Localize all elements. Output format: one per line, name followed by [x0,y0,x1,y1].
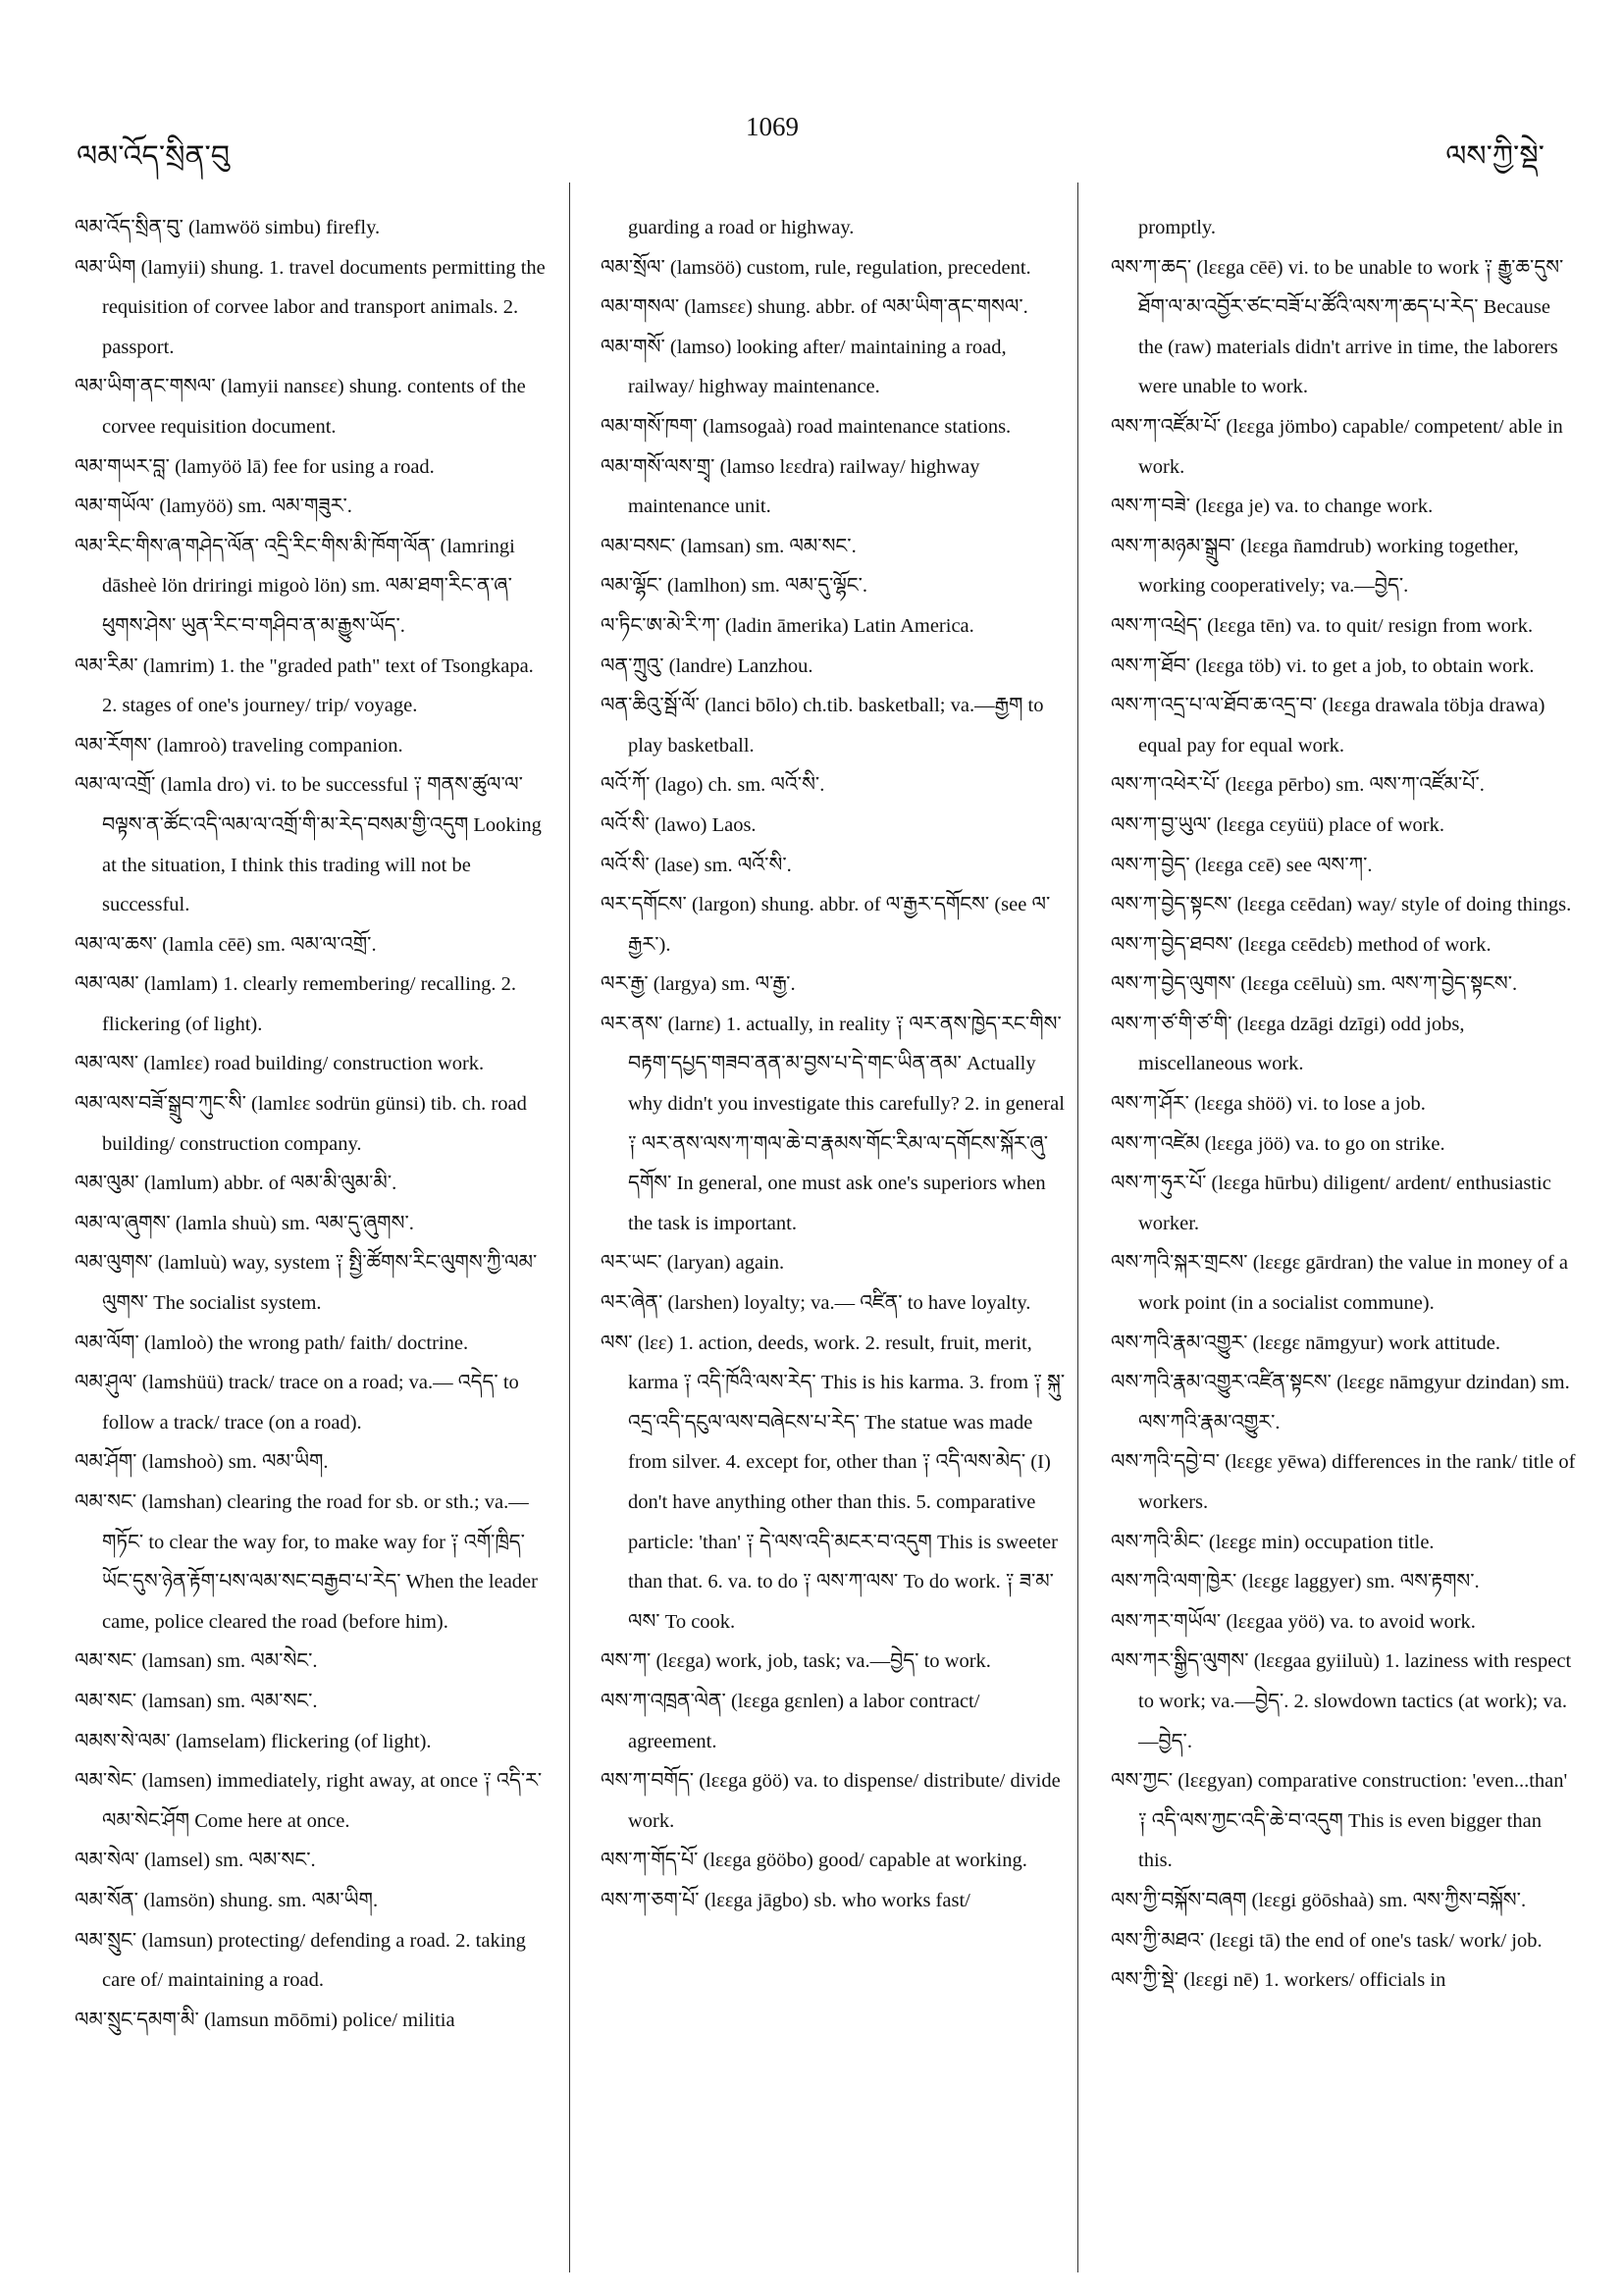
dictionary-entry: ལས་ཀ་འཛེམ (lεεga jöö) va. to go on strike. [1111,1132,1445,1155]
dictionary-entry: ལས་ཀ་མཉམ་སྒྲུབ་ (lεεga ñamdrub) working together, working cooperatively; va.—བྱེད་. [1111,535,1519,598]
dictionary-entry: ལམ་གསོ་ (lamso) looking after/ maintaining a road, railway/ highway maintenance. [601,336,1007,398]
dictionary-entry: ལས་ཀ་བྱ་ཡུལ་ (lεεga cεyüü) place of work. [1111,813,1445,836]
dictionary-entry: ལས་ཀའི་རྣམ་འགྱུར་ (lεεgε nāmgyur) work attitude. [1111,1331,1500,1354]
dictionary-entry: ལས་ཀ་ཐོབ་ (lεεga töb) vi. to get a job, to obtain work. [1111,654,1535,677]
dictionary-entry: ལམ་བསང་ (lamsan) sm. ལམ་སང་. [601,535,857,557]
dictionary-entry: ལམ་འོད་སྲིན་བུ་ (lamwöö simbu) firefly. [75,217,381,238]
dictionary-entry: ལམ་རིམ་ (lamrim) 1. the "graded path" text of Tsongkapa. 2. stages of one's journey/ trip/ voyage. [75,654,534,717]
dictionary-entry: ལམ་སྲུང་དམག་མི་ (lamsun mōōmi) police/ militia [75,2009,455,2031]
dictionary-entry: ལམ་ཡིག (lamyii) shung. 1. travel documents permitting the requisition of corvee labor and transport animals. 2. passport. [75,256,546,358]
dictionary-entry: ལས་ཀའི་མིང་ (lεεgε min) occupation title. [1111,1531,1435,1553]
dictionary-entry: ལམ་ལུམ་ (lamlum) abbr. of ལམ་མི་ལུམ་མི་. [75,1173,397,1195]
dictionary-entry: ལན་ཆིའུ་སྦོ་ལོ་ (lanci bōlo) ch.tib. basketball; va.—རྒྱག to play basketball. [601,695,1044,757]
dictionary-entry: ལན་ཀྲུའུ་ (landre) Lanzhou. [601,654,813,677]
dictionary-entry: ལམ་སྲུང་ (lamsun) protecting/ defending a road. 2. taking care of/ maintaining a road. [75,1929,526,1992]
dictionary-entry: ལའོ་ཀོ་ (lago) ch. sm. ལའོ་སི་. [601,774,825,797]
dictionary-entry: ལམ་ལ་ཆས་ (lamla cēē) sm. ལམ་ལ་འགྲོ་. [75,933,377,956]
dictionary-entry: ལས་ཀ་ཆད་ (lεεga cēē) vi. to be unable to work ༑ རྒྱུ་ཆ་དུས་ཐོག་ལ་མ་འབྱོར་ཙང་བཟོ་པ་ཚོའི་ལས་ཀ་ཆད་པ་རེད་ Because the (raw) materials didn't arrive in time, the laborers were unable to work. [1111,256,1564,398]
dictionary-entry: ལམ་ལ་ཞུགས་ (lamla shuù) sm. ལམ་དུ་ཞུགས་. [75,1212,414,1234]
dictionary-entry: ལམས་སེ་ལམ་ (lamselam) flickering (of light). [75,1730,432,1752]
dictionary-entry: ལས་ཀ་བྱེད་ལུགས་ (lεεga cεēluù) sm. ལས་ཀ་བྱེད་སྟངས་. [1111,973,1518,996]
dictionary-entry: ལམ་ལས་ (lamlεε) road building/ construction work. [75,1053,485,1075]
dictionary-entry: ལས་ཀའི་དབྱེ་བ་ (lεεgε yēwa) differences in the rank/ title of workers. [1111,1451,1576,1513]
dictionary-entry: ལས་ཀ་འཕེར་པོ་ (lεεga pērbo) sm. ལས་ཀ་འཛོམ་པོ་. [1111,774,1485,797]
dictionary-entry: ལམ་རིང་གིས་ཞ་གཤེད་ལོན་ འདྲི་རིང་གིས་མི་ཁོག་ལོན་ (lamringi dāsheè lön driringi migoò lön) sm. ལམ་ཐག་རིང་ན་ཞ་ཕུགས་ཤེས་ ཡུན་རིང་བ་གཤིབ་ན་མ་རྒྱུས་ཡོད་. [75,535,515,637]
dictionary-entry: ལས་ཀ་ཅག་པོ་ (lεεga jāgbo) sb. who works fast/ [601,1889,970,1911]
dictionary-entry: ལམ་ལོག་ (lamloò) the wrong path/ faith/ doctrine. [75,1331,469,1354]
dictionary-entry: ལམ་སང་ (lamsan) sm. ལམ་སང་. [75,1690,318,1712]
dictionary-entry: ལར་ཡང་ (laryan) again. [601,1252,785,1275]
dictionary-entry: ལམ་སྲོལ་ (lamsöö) custom, rule, regulation, precedent. [601,256,1031,279]
dictionary-entry: ལམ་ལམ་ (lamlam) 1. clearly remembering/ recalling. 2. flickering (of light). [75,973,516,1035]
header-right-guide-word: ལས་ཀྱི་སྡེ་ [1445,140,1544,173]
dictionary-entry: ལམ་ཡིག་ནང་གསལ་ (lamyii nansεε) shung. contents of the corvee requisition document. [75,376,526,438]
dictionary-entry: ལས་ཀྱི་སྡེ་ (lεεgi nē) 1. workers/ officials in [1111,1969,1446,1992]
dictionary-entry: ལས་ཀ་གོད་པོ་ (lεεga gööbo) good/ capable at working. [601,1850,1027,1872]
dictionary-entry: ལའོ་སི་ (lawo) Laos. [601,813,757,836]
page-number: 1069 [746,112,799,141]
dictionary-entry: ལམ་གསལ་ (lamsεε) shung. abbr. of ལམ་ཡིག་ནང་གསལ་. [601,296,1028,319]
dictionary-entry: ལམ་ཤུལ་ (lamshüü) track/ trace on a road; va.— འདེད་ to follow a track/ trace (on a road). [75,1372,519,1434]
dictionary-entry: ལས་ཀ་བྱེད་སྟངས་ (lεεga cεēdan) way/ style of doing things. [1111,894,1572,916]
dictionary-entry: ལས་ཀ་འཁྲན་ལེན་ (lεεga gεnlen) a labor contract/ agreement. [601,1690,980,1752]
dictionary-entry: ལས་ཀར་གཡོལ་ (lεεgaa yöö) va. to avoid work. [1111,1610,1476,1633]
dictionary-entry: ལས་ཀ་འདྲ་པ་ལ་ཐོབ་ཆ་འདྲ་བ་ (lεεga drawala töbja drawa) equal pay for equal work. [1111,695,1545,757]
dictionary-entry: ལར་ཞེན་ (larshen) loyalty; va.— འཛིན་ to have loyalty. [601,1292,1031,1315]
dictionary-entry: ལམ་སང་ (lamsan) sm. ལམ་སེང་. [75,1650,318,1673]
entry-continuation: promptly. [1138,217,1216,238]
dictionary-entry: ལམ་གཡར་བླ་ (lamyöö lā) fee for using a road. [75,455,435,478]
dictionary-entry: ལམ་སང་ (lamshan) clearing the road for sb. or sth.; va.—གཏོང་ to clear the way for, to make way for ༑ འགོ་ཁྲིད་ཡོང་དུས་ཉེན་རྟོག་པས་ལམ་སང་བརྒྱབ་པ་རེད་ When the leader came, police cleared the road (before him). [75,1491,538,1633]
dictionary-entry: ལས་ཀ་ཙ་གི་ཙ་གི་ (lεεga dzāgi dzīgi) odd jobs, miscellaneous work. [1111,1013,1465,1075]
dictionary-entry: ལས་ཀ་བཟེ་ (lεεga je) va. to change work. [1111,496,1434,518]
dictionary-entry: ལམ་སོན་ (lamsön) shung. sm. ལམ་ཡིག. [75,1889,379,1911]
dictionary-entry: ལམ་ཤོག་ (lamshoò) sm. ལམ་ཡིག. [75,1451,329,1474]
dictionary-entry: ལའོ་སི་ (lase) sm. ལའོ་སི་. [601,854,792,876]
dictionary-entry: ལས་ཀྱི་བསྐོས་བཞག (lεεgi göōshaà) sm. ལས་ཀྱིས་བསྐོས་. [1111,1889,1527,1911]
dictionary-entry: ལས་ཀ་བགོད་ (lεεga göö) va. to dispense/ distribute/ divide work. [601,1770,1061,1832]
dictionary-entry: ལམ་སེང་ (lamsen) immediately, right away, at once ༑ འདི་ར་ལམ་སེང་ཤོག Come here at once. [75,1770,543,1832]
dictionary-entry: ལས་ཀ་བྱེད་ཐབས་ (lεεga cεēdεb) method of work. [1111,933,1492,956]
dictionary-entry: ལས་ཀ་ཤོར་ (lεεga shöö) vi. to lose a job. [1111,1093,1426,1116]
dictionary-entry: ལས་ཀ་འཕྲེད་ (lεεga tēn) va. to quit/ resign from work. [1111,614,1534,637]
dictionary-entry: ལས་ཀྱི་མཐའ་ (lεεgi tā) the end of one's task/ work/ job. [1111,1929,1543,1952]
dictionary-entry: ལ་ཏིང་ཨ་མེ་རི་ཀ་ (ladin āmerika) Latin America. [601,614,974,637]
dictionary-entry: ལས་ཀའི་རྣམ་འགྱུར་འཛིན་སྟངས་ (lεεgε nāmgyur dzindan) sm. ལས་ཀའི་རྣམ་འགྱུར་. [1111,1372,1570,1434]
column-divider [1077,183,1078,2272]
dictionary-entry: ལས་ཀའི་སྐར་གྲངས་ (lεεgε gārdran) the value in money of a work point (in a socialist commune). [1111,1252,1568,1315]
column-3 [1111,208,1578,2001]
dictionary-entry: ལམ་གཡོལ་ (lamyöö) sm. ལམ་གཟུར་. [75,496,352,518]
column-divider [569,183,570,2272]
entry-continuation: guarding a road or highway. [628,217,855,238]
dictionary-entry: ལས་ཀ་འཛོམ་པོ་ (lεεga jömbo) capable/ competent/ able in work. [1111,415,1563,478]
dictionary-entry: ལས་ཀར་སྒྱིད་ལུགས་ (lεεgaa gyiiluù) 1. laziness with respect to work; va.—བྱེད་. 2. slowdown tactics (at work); va.—བྱེད་. [1111,1650,1572,1752]
dictionary-entry: ལམ་སེལ་ (lamsel) sm. ལམ་སང་. [75,1850,316,1872]
dictionary-entry: ལམ་གསོ་ཁག་ (lamsogaà) road maintenance stations. [601,415,1012,438]
dictionary-entry: ལམ་ལ་འགྲོ་ (lamla dro) vi. to be successful ༑ གནས་ཚུལ་ལ་བལྟས་ན་ཚོང་འདི་ལམ་ལ་འགྲོ་གི་མ་རེད་བསམ་གྱི་འདུག Looking at the situation, I think this trading will not be successful. [75,774,542,916]
dictionary-entry: ལར་རྒྱ་ (largya) sm. ལ་རྒྱ་. [601,973,796,996]
dictionary-entry: ལས་ (lεε) 1. action, deeds, work. 2. result, fruit, merit, karma ༑ འདི་ཁོའི་ལས་རེད་ This is his karma. 3. from ༑ སྐུ་འདྲ་འདི་དངུལ་ལས་བཞེངས་པ་རེད་ The statue was made from silver. 4. except for, other than ༑ འདི་ལས་མེད་ (I) don't have anything other than this. 5. comparative particle: 'than' ༑ དེ་ལས་འདི་མངར་བ་འདུག This is sweeter than that. 6. va. to do ༑ ལས་ཀ་ལས་ To do work. ༑ ཟ་མ་ལས་ To cook. [601,1331,1066,1633]
column-2 [601,208,1070,1921]
dictionary-entry: ལམ་ལུགས་ (lamluù) way, system ༑ སྤྱི་ཚོགས་རིང་ལུགས་ཀྱི་ལམ་ལུགས་ The socialist system. [75,1252,538,1315]
dictionary-entry: ལར་དགོངས་ (largon) shung. abbr. of ལ་རྒྱར་དགོངས་ (see ལ་རྒྱར་). [601,894,1051,956]
dictionary-entry: ལར་ནས་ (larnε) 1. actually, in reality ༑ ལར་ནས་ཁྱེད་རང་གིས་བརྟག་དཔྱད་གཟབ་ནན་མ་བྱས་པ་དེ་གང་ཡིན་ནམ་ Actually why didn't you investigate this carefully? 2. in general ༑ ལར་ནས་ལས་ཀ་གལ་ཆེ་བ་རྣམས་གོང་རིམ་ལ་དགོངས་སྐོར་ཞུ་དགོས་ In general, one must ask one's superiors when the task is important. [601,1013,1065,1234]
dictionary-entry: ལས་ཀ་ (lεεga) work, job, task; va.—བྱེད་ to work. [601,1650,991,1673]
dictionary-entry: ལམ་ལྷོང་ (lamlhon) sm. ལམ་དུ་ལྷོང་. [601,575,868,598]
dictionary-entry: ལས་ཀ་ཧུར་པོ་ (lεεga hūrbu) diligent/ ardent/ enthusiastic worker. [1111,1173,1551,1234]
dictionary-entry: ལམ་རོགས་ (lamroò) traveling companion. [75,734,403,757]
header-left-guide-word: ལམ་འོད་སྲིན་བུ [77,140,230,173]
dictionary-entry: ལམ་གསོ་ལས་གྲྭ་ (lamso lεεdra) railway/ highway maintenance unit. [601,455,980,518]
column-1 [75,208,551,2040]
dictionary-entry: ལས་ཀྱང་ (lεεgyan) comparative construction: 'even...than' ༑ འདི་ལས་ཀྱང་འདི་ཆེ་བ་འདུག This is even bigger than this. [1111,1770,1568,1872]
dictionary-entry: ལམ་ལས་བཟོ་སྒྲུབ་ཀུང་སི་ (lamlεε sodrün günsi) tib. ch. road building/ construction company. [75,1093,527,1155]
dictionary-entry: ལས་ཀ་བྱེད་ (lεεga cεē) see ལས་ཀ་. [1111,854,1373,876]
dictionary-entry: ལས་ཀའི་ལག་ཁྱེར་ (lεεgε laggyer) sm. ལས་རྟགས་. [1111,1571,1480,1593]
